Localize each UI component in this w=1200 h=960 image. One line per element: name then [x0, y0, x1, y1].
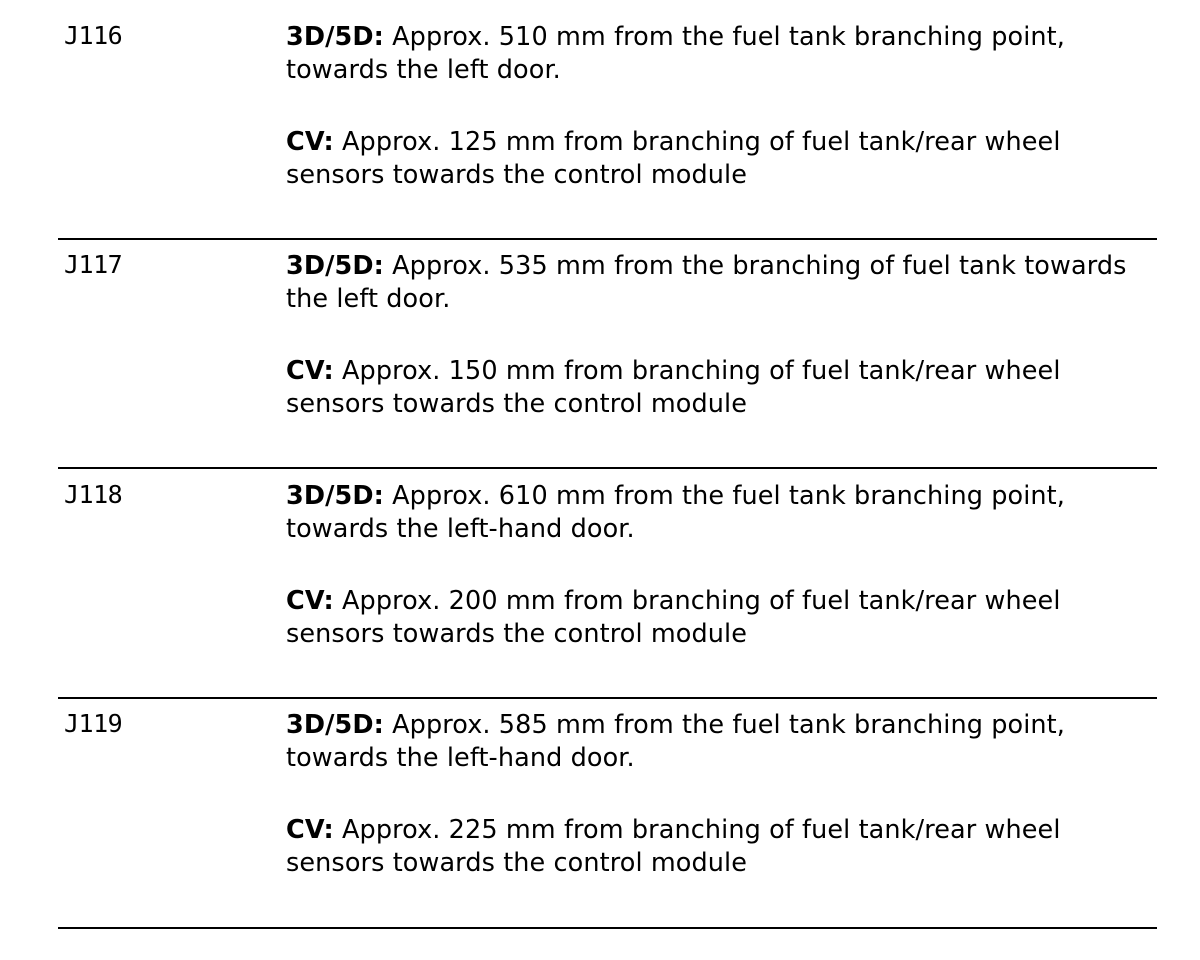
variant-tag: 3D/5D:	[286, 251, 384, 281]
connector-code: J119	[64, 709, 123, 738]
variant-tag: 3D/5D:	[286, 481, 384, 511]
row-divider	[58, 697, 1157, 699]
location-text: Approx. 225 mm from branching of fuel tank/rear wheel sensors towards the control module	[286, 815, 1061, 878]
location-description	[286, 709, 1166, 880]
location-entry-3d5d	[286, 21, 1166, 87]
row-divider	[58, 238, 1157, 240]
variant-tag: CV:	[286, 815, 334, 845]
row-divider	[58, 467, 1157, 469]
location-text: Approx. 610 mm from the fuel tank branching point, towards the left-hand door.	[286, 481, 1065, 544]
location-entry-3d5d	[286, 480, 1166, 546]
location-entry-3d5d	[286, 250, 1166, 316]
connector-code: J116	[64, 21, 123, 50]
variant-tag: CV:	[286, 356, 334, 386]
connector-code: J117	[64, 250, 123, 279]
variant-tag: CV:	[286, 586, 334, 616]
location-text: Approx. 510 mm from the fuel tank branching point, towards the left door.	[286, 22, 1065, 85]
row-divider	[58, 927, 1157, 929]
location-entry-cv	[286, 814, 1166, 880]
location-text: Approx. 125 mm from branching of fuel tank/rear wheel sensors towards the control module	[286, 127, 1061, 190]
location-text: Approx. 535 mm from the branching of fuel tank towards the left door.	[286, 251, 1127, 314]
location-text: Approx. 200 mm from branching of fuel tank/rear wheel sensors towards the control module	[286, 586, 1061, 649]
location-description	[286, 480, 1166, 651]
variant-tag: 3D/5D:	[286, 710, 384, 740]
location-description	[286, 250, 1166, 421]
location-text: Approx. 585 mm from the fuel tank branching point, towards the left-hand door.	[286, 710, 1065, 773]
variant-tag: 3D/5D:	[286, 22, 384, 52]
location-entry-3d5d	[286, 709, 1166, 775]
connector-code: J118	[64, 480, 123, 509]
location-entry-cv	[286, 355, 1166, 421]
location-entry-cv	[286, 585, 1166, 651]
location-description	[286, 21, 1166, 192]
variant-tag: CV:	[286, 127, 334, 157]
location-text: Approx. 150 mm from branching of fuel tank/rear wheel sensors towards the control module	[286, 356, 1061, 419]
location-entry-cv	[286, 126, 1166, 192]
